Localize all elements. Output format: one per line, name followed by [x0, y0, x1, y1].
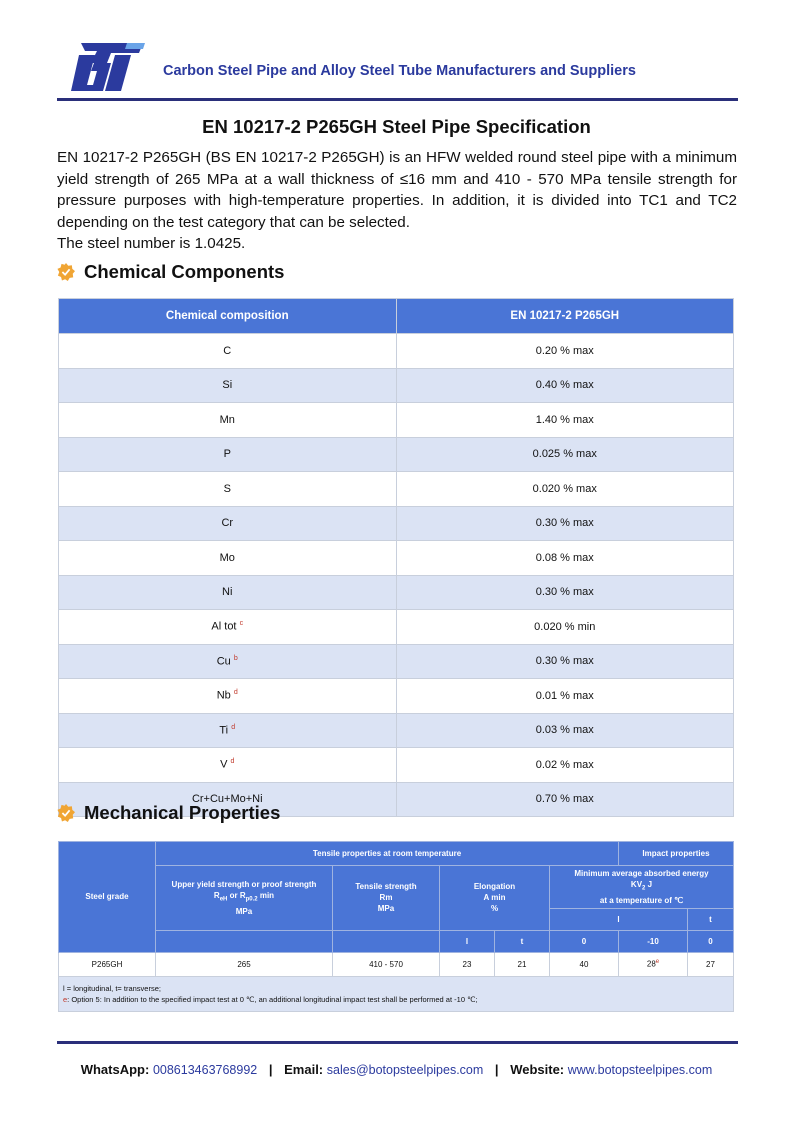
table-row: Mn 1.40 % max [59, 403, 734, 438]
page-title: EN 10217-2 P265GH Steel Pipe Specification [202, 116, 591, 137]
page-header [57, 38, 738, 100]
table-row: V $^d$ 0.02 % max [59, 748, 734, 783]
column-header: EN 10217-2 P265GH [396, 299, 734, 334]
tensile-spacer [333, 930, 440, 952]
temp-minus10-l: -10 [619, 930, 688, 952]
temp-0-t: 0 [688, 930, 734, 952]
intro-paragraph: EN 10217-2 P265GH (BS EN 10217-2 P265GH) is an HFW welded round steel pipe with a minimum yield strength of 265 MPa at a wall thickness of ≤16 mm and 410 - 570 MPa tensile strength for pressure purposes with high-temperature properties. In addition, it is divided into TC1 and TC2 depending on the test category that can be selected. [57, 149, 737, 231]
table-row: S 0.020 % max [59, 472, 734, 507]
website-label: Website: [510, 1062, 565, 1077]
table-notes: l = longitudinal, t= transverse; e: Option 5: In addition to the specified impact test at 0 ℃, an additional longitudinal impact test shall be performed at -10 ℃; [59, 976, 734, 1011]
table-row: Nb $^d$ 0.01 % max [59, 679, 734, 714]
chemical-table [58, 298, 734, 817]
email-link[interactable]: sales@botopsteelpipes.com [326, 1063, 484, 1077]
table-row: Ni 0.30 % max [59, 575, 734, 610]
mechanical-table [58, 841, 734, 1012]
company-logo [67, 41, 147, 91]
whatsapp-label: WhatsApp: [80, 1062, 150, 1077]
temp-0-l: 0 [550, 930, 619, 952]
email-label: Email: [284, 1062, 324, 1077]
table-row: Al tot $^c$ 0.020 % min [59, 610, 734, 645]
tensile-header: Tensile strength Rm MPa [333, 866, 440, 931]
elong-l: l [440, 930, 495, 952]
steel-grade-header: Steel grade [59, 842, 156, 953]
verified-badge-icon [57, 263, 75, 281]
yield-header: Upper yield strength or proof strength $R_{eH}$ or $R_{p0.2}$ min MPa [156, 866, 333, 931]
impact-energy-header: Minimum average absorbed energy $KV_2$ J at a temperature of ℃ [550, 866, 734, 909]
table-row: Si 0.40 % max [59, 368, 734, 403]
yield-spacer [156, 930, 333, 952]
table-row: C 0.20 % max [59, 334, 734, 369]
table-row: P265GH 265 410 - 570 23 21 40 28e 27 [59, 952, 734, 976]
impact-group-header: Impact properties [619, 842, 734, 866]
impact-dir-l: l [550, 908, 688, 930]
table-row: Ti $^d$ 0.03 % max [59, 713, 734, 748]
intro-text [57, 147, 737, 255]
verified-badge-icon [57, 804, 75, 822]
table-row: P 0.025 % max [59, 437, 734, 472]
section-title: Mechanical Properties [84, 802, 281, 823]
table-row: Cu $^b$ 0.30 % max [59, 644, 734, 679]
table-row: Mo 0.08 % max [59, 541, 734, 576]
elongation-header: Elongation A min % [440, 866, 550, 931]
whatsapp-link[interactable]: 008613463768992 [152, 1063, 258, 1077]
table-row: Cr 0.30 % max [59, 506, 734, 541]
footer-divider [57, 1041, 738, 1044]
website-link[interactable]: www.botopsteelpipes.com [567, 1063, 713, 1077]
intro-steel-number: The steel number is 1.0425. [57, 235, 246, 252]
elong-t: t [495, 930, 550, 952]
section-chemical-heading [57, 261, 284, 283]
section-mechanical-heading [57, 802, 280, 824]
tensile-group-header: Tensile properties at room temperature [156, 842, 619, 866]
header-divider [57, 98, 738, 101]
column-header: Chemical composition [59, 299, 397, 334]
table-row: Cr+Cu+Mo+Ni 0.70 % max [59, 782, 734, 817]
header-tagline: Carbon Steel Pipe and Alloy Steel Tube Manufacturers and Suppliers [163, 63, 636, 79]
section-title: Chemical Components [84, 261, 285, 282]
impact-dir-t: t [688, 908, 734, 930]
page-footer: WhatsApp: 008613463768992 | Email: sales@botopsteelpipes.com | Website: www.botopsteelpipes.com [80, 1062, 713, 1077]
